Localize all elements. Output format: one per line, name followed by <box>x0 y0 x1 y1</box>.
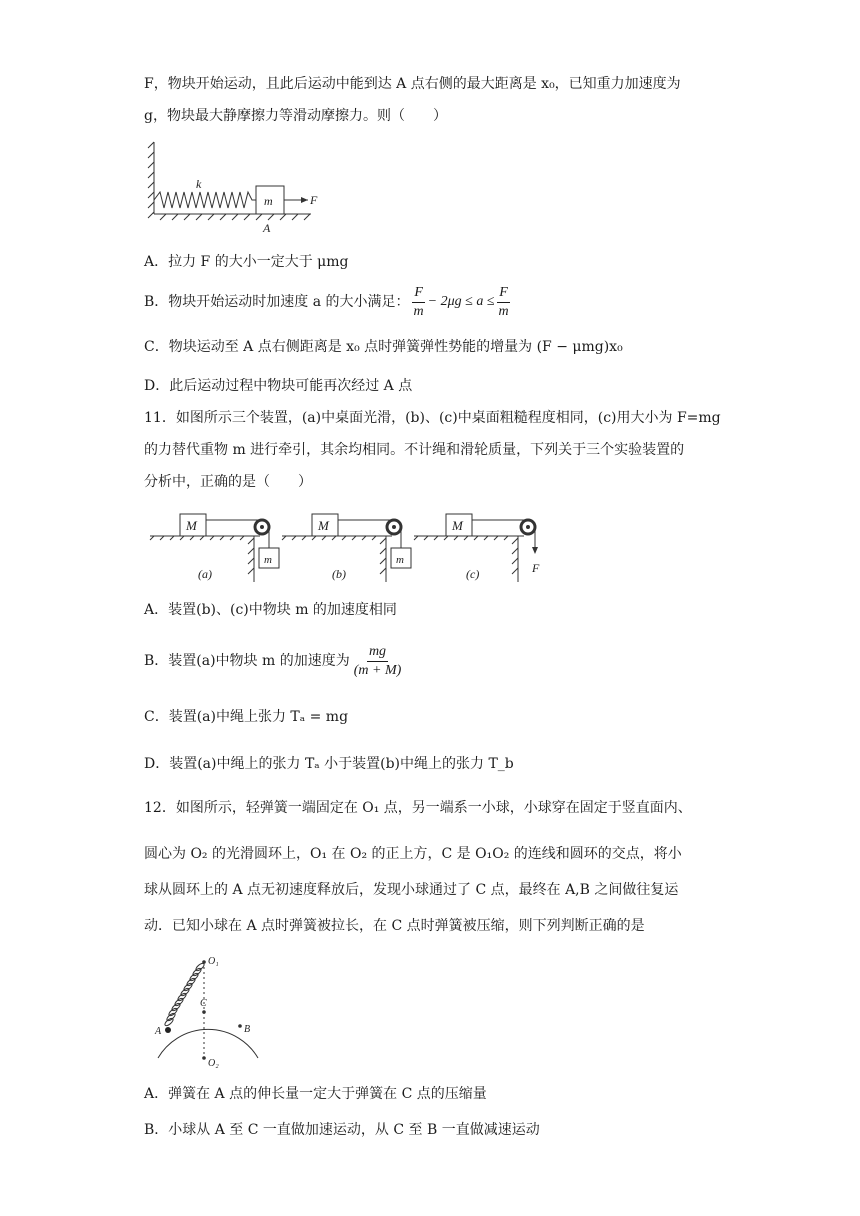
q10-fraction-2 <box>497 284 511 321</box>
q11-stem-line1: 11．如图所示三个装置，(a)中桌面光滑，(b)、(c)中桌面粗糙程度相同，(c)用大小为 F=mg <box>144 410 721 426</box>
fraction-denominator: m <box>413 303 424 319</box>
fraction-denominator: (m + M) <box>353 662 402 678</box>
point-a-label: A <box>263 221 271 235</box>
big-block-label-a: M <box>186 518 197 533</box>
q10-option-a: A．拉力 F 的大小一定大于 μmg <box>144 254 349 270</box>
q11-option-c: C．装置(a)中绳上张力 Tₐ = mg <box>144 709 349 725</box>
q11-option-b-prefix: B．装置(a)中物块 m 的加速度为 <box>144 653 350 669</box>
o2-label: O₂ <box>208 1058 219 1069</box>
q11-fraction <box>352 643 404 680</box>
fraction-numerator: F <box>412 284 425 303</box>
spring <box>154 192 256 208</box>
q10-option-b-inequality: − 2μg ≤ a ≤ <box>427 294 495 309</box>
q12-stem-line2: 圆心为 O₂ 的光滑圆环上，O₁ 在 O₂ 的正上方，C 是 O₁O₂ 的连线和圆环的交点，将小 <box>144 846 682 862</box>
spring-label: k <box>196 177 202 191</box>
q12-stem-line1: 12．如图所示，轻弹簧一端固定在 O₁ 点，另一端系一小球，小球穿在固定于竖直面内、 <box>144 800 692 816</box>
q11-pulley-figure <box>146 508 556 588</box>
q10-stem-line1: F，物块开始运动，且此后运动中能到达 A 点右侧的最大距离是 x₀，已知重力加速度为 <box>144 76 681 92</box>
q11-option-d: D．装置(a)中绳上的张力 Tₐ 小于装置(b)中绳上的张力 T_b <box>144 756 514 772</box>
small-block-label-b: m <box>396 554 404 566</box>
q10-option-d: D．此后运动过程中物块可能再次经过 A 点 <box>144 378 413 394</box>
label-a: (a) <box>198 567 212 581</box>
q10-stem-line2: g，物块最大静摩擦力等滑动摩擦力。则（ ） <box>144 108 447 124</box>
fraction-numerator: mg <box>367 643 388 662</box>
q11-option-b <box>144 638 744 684</box>
q10-fraction-1 <box>412 284 426 321</box>
q11-stem-line3: 分析中，正确的是（ ） <box>144 474 312 490</box>
a-label: A <box>155 1026 162 1037</box>
label-c: (c) <box>466 567 480 581</box>
big-block-label-c: M <box>452 518 463 533</box>
o1-label: O₁ <box>208 956 219 967</box>
force-label-c: F <box>532 561 540 575</box>
q10-option-b <box>144 281 744 323</box>
label-b: (b) <box>332 567 346 581</box>
q10-option-b-prefix: B．物块开始运动时加速度 a 的大小满足： <box>144 294 410 310</box>
b-label: B <box>244 1024 251 1035</box>
fraction-denominator: m <box>498 303 509 319</box>
small-block-label-a: m <box>264 554 272 566</box>
q10-option-c: C．物块运动至 A 点右侧距离是 x₀ 点时弹簧弹性势能的增量为 (F − μmg)x₀ <box>144 339 623 355</box>
fraction-numerator: F <box>497 284 510 303</box>
spring <box>164 962 205 1027</box>
force-label: F <box>310 193 318 207</box>
q12-ring-spring-figure <box>148 950 278 1068</box>
c-label: C <box>200 998 207 1009</box>
q12-option-a: A．弹簧在 A 点的伸长量一定大于弹簧在 C 点的压缩量 <box>144 1086 487 1102</box>
q12-stem-line4: 动．已知小球在 A 点时弹簧被拉长，在 C 点时弹簧被压缩，则下列判断正确的是 <box>144 918 645 934</box>
q12-option-b: B．小球从 A 至 C 一直做加速运动，从 C 至 B 一直做减速运动 <box>144 1122 540 1138</box>
big-block-label-b: M <box>318 518 329 533</box>
q11-stem-line2: 的力替代重物 m 进行牵引，其余均相同。不计绳和滑轮质量，下列关于三个实验装置的 <box>144 442 685 458</box>
q12-stem-line3: 球从圆环上的 A 点无初速度释放后，发现小球通过了 C 点，最终在 A,B 之间做往复运 <box>144 882 679 898</box>
q10-spring-block-figure <box>146 140 336 235</box>
q11-option-a: A．装置(b)、(c)中物块 m 的加速度相同 <box>144 602 397 618</box>
block-label: m <box>264 194 273 208</box>
